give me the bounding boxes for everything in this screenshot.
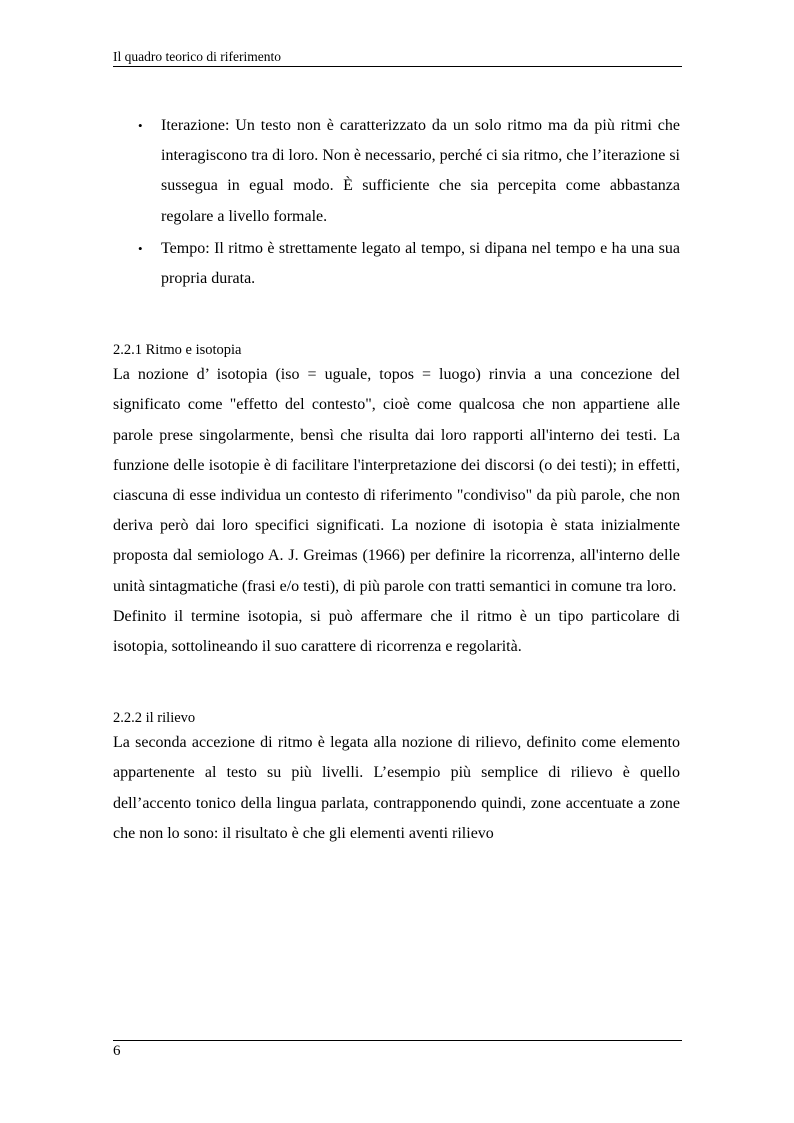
- page-number: 6: [113, 1043, 121, 1059]
- footer-divider: [113, 1040, 682, 1041]
- bullet-icon: •: [138, 240, 143, 256]
- bullet-text: Tempo: Il ritmo è strettamente legato al tempo, si dipana nel tempo e ha una sua propria durata.: [161, 239, 680, 288]
- section-heading: 2.2.1 Ritmo e isotopia: [113, 342, 242, 359]
- bullet-text: Iterazione: Un testo non è caratterizzato da un solo ritmo ma da più ritmi che interagiscono tra di loro. Non è necessario, perché ci sia ritmo, che l’iterazione si sussegua in egual modo. È sufficiente che sia percepita come abbastanza regolare a livello formale.: [161, 117, 680, 225]
- section-heading: 2.2.2 il rilievo: [113, 710, 196, 727]
- paragraph: La nozione d’ isotopia (iso = uguale, topos = luogo) rinvia a una concezione del significato come "effetto del contesto", cioè come qualcosa che non appartiene alle parole prese singolarmente, bensì che risulta dai loro rapporti all'interno dei testi. La funzione delle isotopie è di facilitare l'interpretazione dei discorsi (o dei testi); in effetti, ciascuna di esse individua un contesto di riferimento "condiviso" da più parole, che non deriva però dai loro specifici significati. La nozione di isotopia è stata inizialmente proposta dal semiologo A. J. Greimas (1966) per definire la ricorrenza, all'interno delle unità sintagmatiche (frasi e/o testi), di più parole con tratti semantici in comune tra loro.: [113, 366, 680, 595]
- page-body: [113, 111, 680, 849]
- list-item: [113, 111, 680, 232]
- paragraph: Definito il termine isotopia, si può affermare che il ritmo è un tipo particolare di isotopia, sottolineando il suo carattere di ricorrenza e regolarità.: [113, 607, 680, 656]
- paragraph: La seconda accezione di ritmo è legata alla nozione di rilievo, definito come elemento appartenente al testo su più livelli. L’esempio più semplice di rilievo è quello dell’accento tonico della lingua parlata, contrapponendo quindi, zone accentuate a zone che non lo sono: il risultato è che gli elementi aventi rilievo: [113, 734, 680, 842]
- bullet-icon: •: [138, 118, 143, 133]
- list-item: [113, 234, 680, 294]
- running-header: Il quadro teorico di riferimento: [113, 49, 281, 64]
- bullet-list: [113, 111, 680, 294]
- header-divider: [113, 66, 682, 67]
